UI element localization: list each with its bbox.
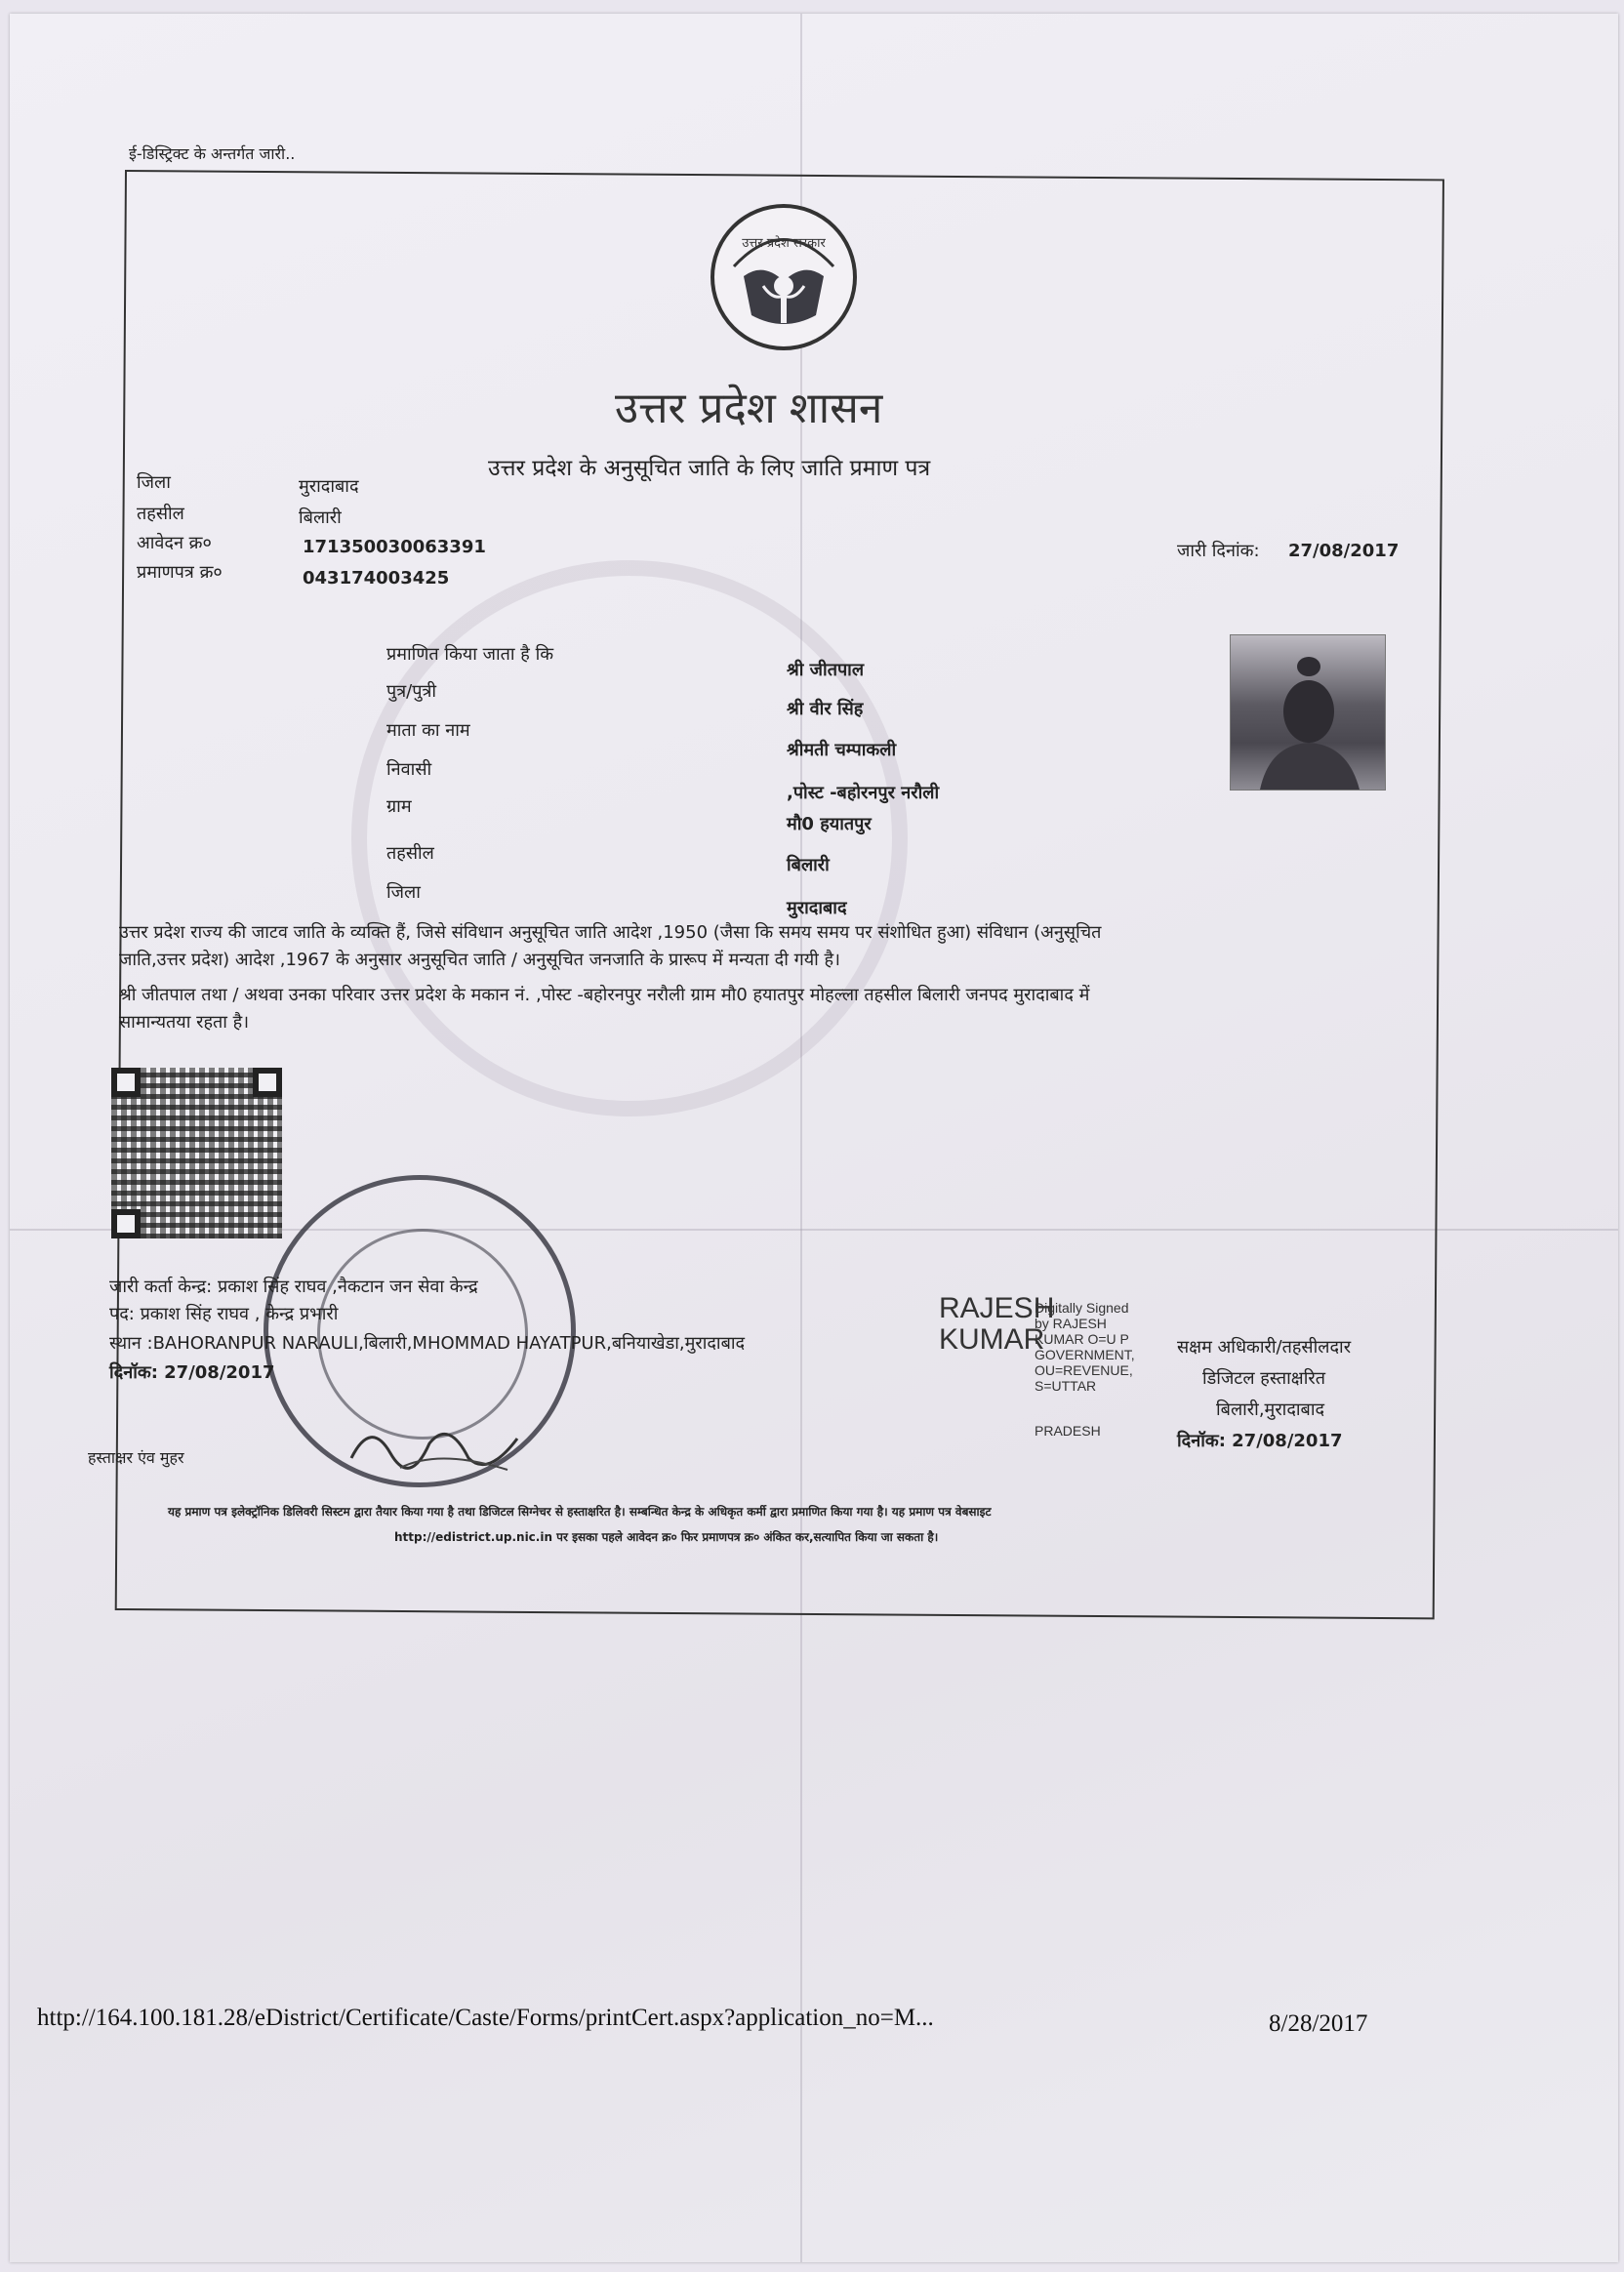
digital-signature-detail: S=UTTAR [1035,1378,1097,1394]
body-text-line: उत्तर प्रदेश राज्य की जाटव जाति के व्यक्ति हैं, जिसे संविधान अनुसूचित जाति आदेश ,1950 (जैसा कि समय समय पर संशोधित हुआ) संविधान (अनुसूचित [119,922,1102,943]
district-label: जिला [137,472,171,493]
up-government-emblem-icon [710,204,857,350]
issue-date-label: जारी दिनांक: [1177,541,1260,561]
qr-code [111,1068,282,1238]
issuer-date: दिनॉक: 27/08/2017 [109,1362,275,1383]
print-url: http://164.100.181.28/eDistrict/Certificate/Caste/Forms/printCert.aspx?application_no=M... [37,2005,934,2031]
print-date: 8/28/2017 [1269,2010,1368,2037]
body-text-line: श्री जीतपाल तथा / अथवा उनका परिवार उत्तर प्रदेश के मकान नं. ,पोस्ट -बहोरनपुर नरौली ग्राम मौ0 हयातपुर मोहल्ला तहसील बिलारी जनपद मुरादाबाद में [119,985,1090,1005]
digital-signer-name-first: RAJESH [939,1292,1055,1324]
district-value: मुरादाबाद [299,476,359,497]
application-number-label: आवेदन क्र० [137,533,212,553]
issuer-post: पद: प्रकाश सिंह राघव , केन्द्र प्रभारी [109,1304,339,1324]
digital-signer-name-last: KUMAR [939,1323,1045,1356]
body-text-line: जाति,उत्तर प्रदेश) आदेश ,1967 के अनुसार अनुसूचित जाति / अनुसूचित जनजाति के प्रारूप में मन्यता दी गयी है। [119,950,840,970]
authority-line: दिनॉक: 27/08/2017 [1177,1431,1343,1451]
detail-label: निवासी [386,759,432,780]
digital-signature-detail: by RAJESH [1035,1316,1107,1331]
detail-label: प्रमाणित किया जाता है कि [386,644,554,665]
certificate-sheet [10,14,1618,2262]
footer-verification-note: यह प्रमाण पत्र इलेक्ट्रॉनिक डिलिवरी सिस्टम द्वारा तैयार किया गया है तथा डिजिटल सिग्नेचर से हस्ताक्षरित है। सम्बन्धित केन्द्र के अधिकृत कर्मी द्वारा प्रमाणित किया गया है। यह प्रमाण पत्र वेबसाइट [168,1505,992,1519]
detail-value: मुरादाबाद [787,898,847,918]
digital-signature-detail: GOVERNMENT, [1035,1347,1135,1362]
applicant-silhouette-icon [1231,635,1385,790]
emblem-graphic [714,208,853,346]
detail-label: पुत्र/पुत्री [386,681,437,702]
detail-label: जिला [386,882,421,903]
detail-value: बिलारी [787,855,830,875]
signature-and-seal-label: हस्ताक्षर एंव मुहर [88,1448,184,1467]
authority-line: बिलारी,मुरादाबाद [1216,1400,1325,1420]
digital-signature-detail: Digitally Signed [1035,1300,1129,1316]
qr-finder-pattern [111,1068,141,1097]
issuer-place: स्थान :BAHORANPUR NARAULI,बिलारी,MHOMMAD HAYATPUR,बनियाखेडा,मुरादाबाद [109,1333,746,1354]
digital-signature-detail: PRADESH [1035,1423,1101,1439]
digital-signature-detail: KUMAR O=U P [1035,1331,1129,1347]
qr-finder-pattern [253,1068,282,1097]
applicant-photo [1230,634,1386,791]
tehsil-value: बिलारी [299,507,342,528]
detail-value: ,पोस्ट -बहोरनपुर नरौली [787,783,940,803]
tehsil-label: तहसील [137,504,184,524]
detail-label: ग्राम [386,796,412,817]
detail-value: श्री वीर सिंह [787,699,864,719]
certificate-number-label: प्रमाणपत्र क्र० [137,562,223,583]
detail-value: श्री जीतपाल [787,660,865,680]
qr-finder-pattern [111,1209,141,1238]
footer-verification-note: http://edistrict.up.nic.in पर इसका पहले आवेदन क्र० फिर प्रमाणपत्र क्र० अंकित कर,सत्यापित किया जा सकता है। [394,1530,939,1544]
certificate-subtitle: उत्तर प्रदेश के अनुसूचित जाति के लिए जाति प्रमाण पत्र [488,456,931,481]
detail-label: माता का नाम [386,720,470,741]
application-number-value: 171350030063391 [303,537,486,557]
issuer-center: जारी कर्ता केन्द्र: प्रकाश सिंह राघव ,नैकटान जन सेवा केन्द्र [109,1277,478,1297]
certificate-title: उत्तर प्रदेश शासन [615,384,883,433]
authority-line: सक्षम अधिकारी/तहसीलदार [1177,1337,1352,1358]
emblem-text: उत्तर प्रदेश सरकार [742,236,826,251]
body-text-line: सामान्यतया रहता है। [119,1012,250,1033]
detail-label: तहसील [386,843,434,864]
detail-value: श्रीमती चम्पाकली [787,740,897,760]
authority-line: डिजिटल हस्ताक्षरित [1202,1368,1325,1389]
handwritten-signature [342,1400,537,1487]
edistrict-note: ई-डिस्ट्रिक्ट के अन्तर्गत जारी.. [129,144,296,163]
issue-date-value: 27/08/2017 [1288,541,1400,561]
digital-signature-detail: OU=REVENUE, [1035,1362,1133,1378]
detail-value: मौ0 हयातपुर [787,814,872,834]
certificate-number-value: 043174003425 [303,568,450,588]
